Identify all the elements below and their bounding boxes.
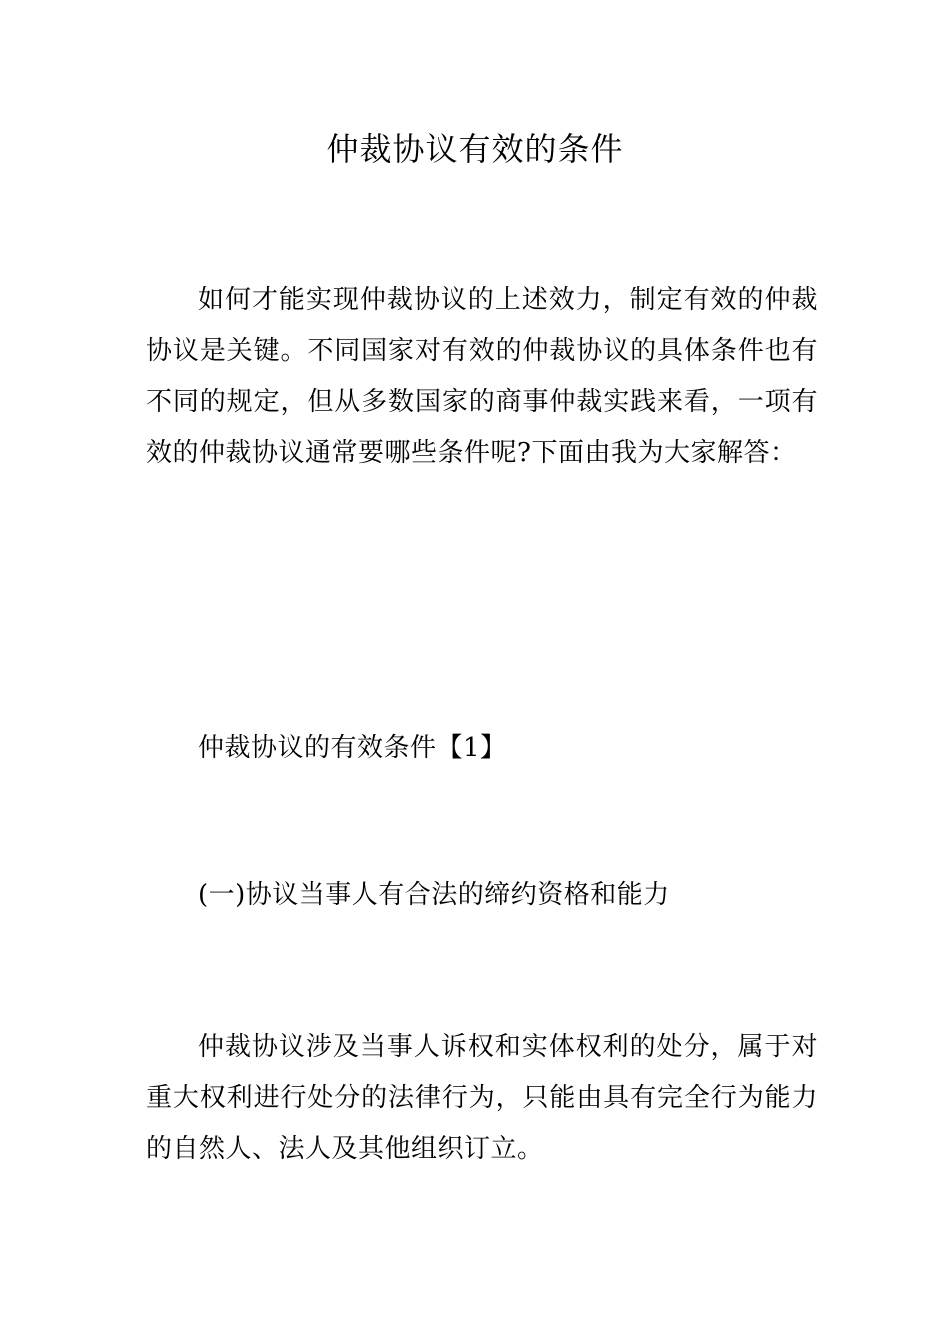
page-title: 仲裁协议有效的条件 <box>326 130 624 168</box>
body-paragraph: 仲裁协议涉及当事人诉权和实体权利的处分，属于对重大权利进行处分的法律行为，只能由具有完全行为能力的自然人、法人及其他组织订立。 <box>146 1032 818 1164</box>
subsection-heading: (一)协议当事人有合法的缔约资格和能力 <box>198 880 670 910</box>
section-heading: 仲裁协议的有效条件【1】 <box>198 733 507 763</box>
intro-paragraph: 如何才能实现仲裁协议的上述效力，制定有效的仲裁协议是关键。不同国家对有效的仲裁协议的具体条件也有不同的规定，但从多数国家的商事仲裁实践来看，一项有效的仲裁协议通常要哪些条件呢?下面由我为大家解答： <box>146 285 818 468</box>
